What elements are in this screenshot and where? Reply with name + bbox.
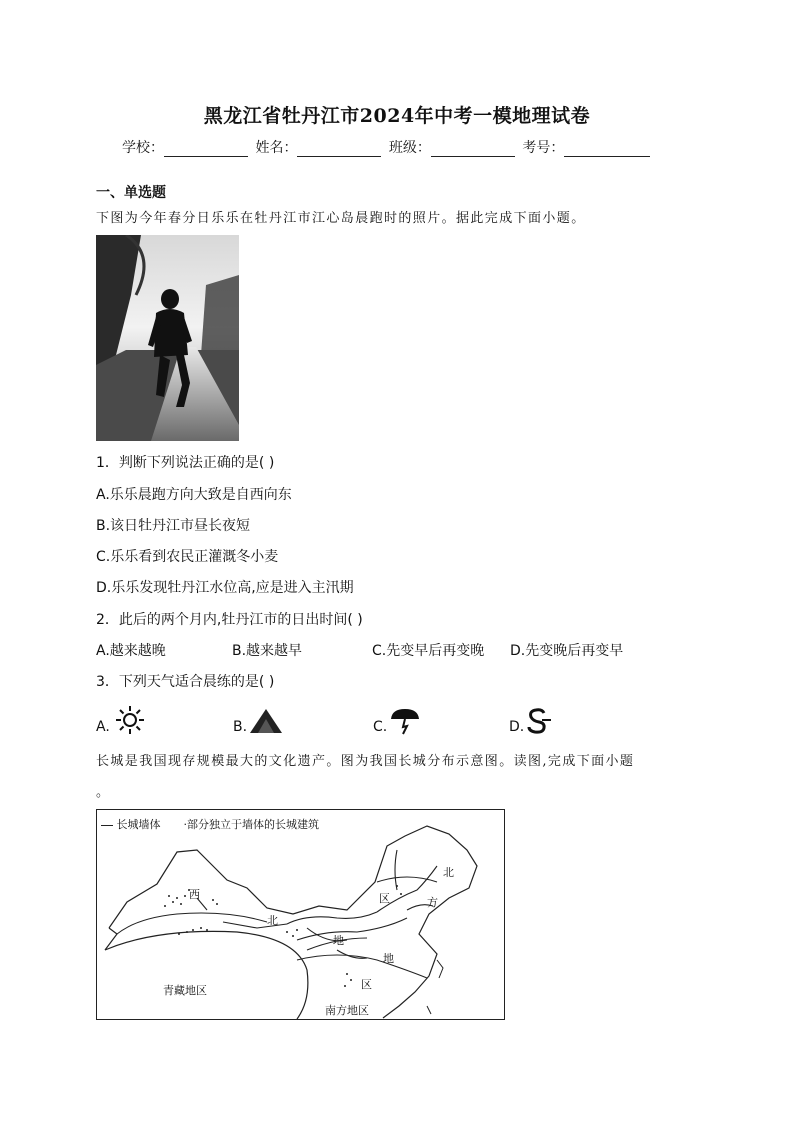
question-1-stem: 1．判断下列说法正确的是( ): [96, 455, 275, 471]
great-wall-map: [96, 809, 505, 1020]
label-di-2: 地: [383, 952, 394, 965]
label-fang: 方: [427, 896, 438, 909]
question-2-stem: 2．此后的两个月内,牡丹江市的日出时间( ): [96, 612, 363, 628]
q2-option-a[interactable]: A.越来越晚: [96, 643, 166, 659]
intro-text-2: 长城是我国现存规模最大的文化遗产。图为我国长城分布示意图。读图,完成下面小题: [96, 754, 635, 769]
q1-option-b[interactable]: B.该日牡丹江市昼长夜短: [96, 518, 251, 534]
intro-text-1: 下图为今年春分日乐乐在牡丹江市江心岛晨跑时的照片。据此完成下面小题。: [96, 211, 586, 226]
label-bei-1: 北: [267, 914, 278, 927]
number-label: 考号：: [522, 140, 565, 156]
q2-option-b[interactable]: B.越来越早: [232, 643, 303, 659]
student-info-line: [122, 137, 653, 157]
name-blank: [297, 142, 381, 157]
thunderstorm-icon: [388, 705, 422, 735]
q3-option-a[interactable]: A.: [96, 719, 110, 735]
label-qingzang: 青藏地区: [163, 984, 207, 997]
legend-dot-label: 部分独立于墙体的长城建筑: [187, 818, 319, 831]
label-di-1: 地: [333, 934, 344, 947]
q3-option-b[interactable]: B.: [233, 719, 248, 735]
intro-text-2-end: 。: [96, 785, 111, 800]
label-xi: 西: [189, 888, 200, 901]
question-3-stem: 3．下列天气适合晨练的是( ): [96, 674, 275, 690]
label-qu-2: 区: [361, 978, 372, 991]
q2-option-d[interactable]: D.先变晚后再变早: [510, 643, 624, 659]
q3-option-d[interactable]: D.: [509, 719, 525, 735]
haze-icon: [248, 707, 284, 735]
q3-options: [96, 705, 576, 737]
sunny-icon: [114, 705, 148, 735]
q1-option-d[interactable]: D.乐乐发现牡丹江水位高,应是进入主汛期: [96, 580, 354, 596]
q1-option-c[interactable]: C.乐乐看到农民正灌溉冬小麦: [96, 549, 279, 565]
dot-icon: ·: [183, 818, 187, 831]
name-label: 姓名：: [255, 140, 298, 156]
running-photo: [96, 235, 239, 441]
class-label: 班级：: [388, 140, 431, 156]
q3-option-c[interactable]: C.: [373, 719, 388, 735]
label-bei-2: 北: [443, 866, 454, 879]
page-title: 黑龙江省牡丹江市2024年中考一模地理试卷: [203, 105, 591, 127]
label-qu-1: 区: [379, 892, 390, 905]
sandstorm-icon: [524, 707, 552, 735]
school-label: 学校：: [122, 140, 164, 156]
q2-options: [96, 640, 696, 660]
wall-line-icon: [101, 825, 113, 826]
map-drawing: [97, 810, 504, 1019]
class-blank: [431, 142, 515, 157]
q2-option-c[interactable]: C.先变早后再变晚: [372, 643, 485, 659]
section-title: 一、单选题: [96, 185, 166, 201]
map-legend: [101, 816, 319, 832]
legend-wall-label: 长城墙体: [116, 818, 161, 831]
label-nanfang: 南方地区: [325, 1004, 369, 1017]
school-blank: [164, 142, 248, 157]
number-blank: [564, 142, 650, 157]
q1-option-a[interactable]: A.乐乐晨跑方向大致是自西向东: [96, 487, 292, 503]
